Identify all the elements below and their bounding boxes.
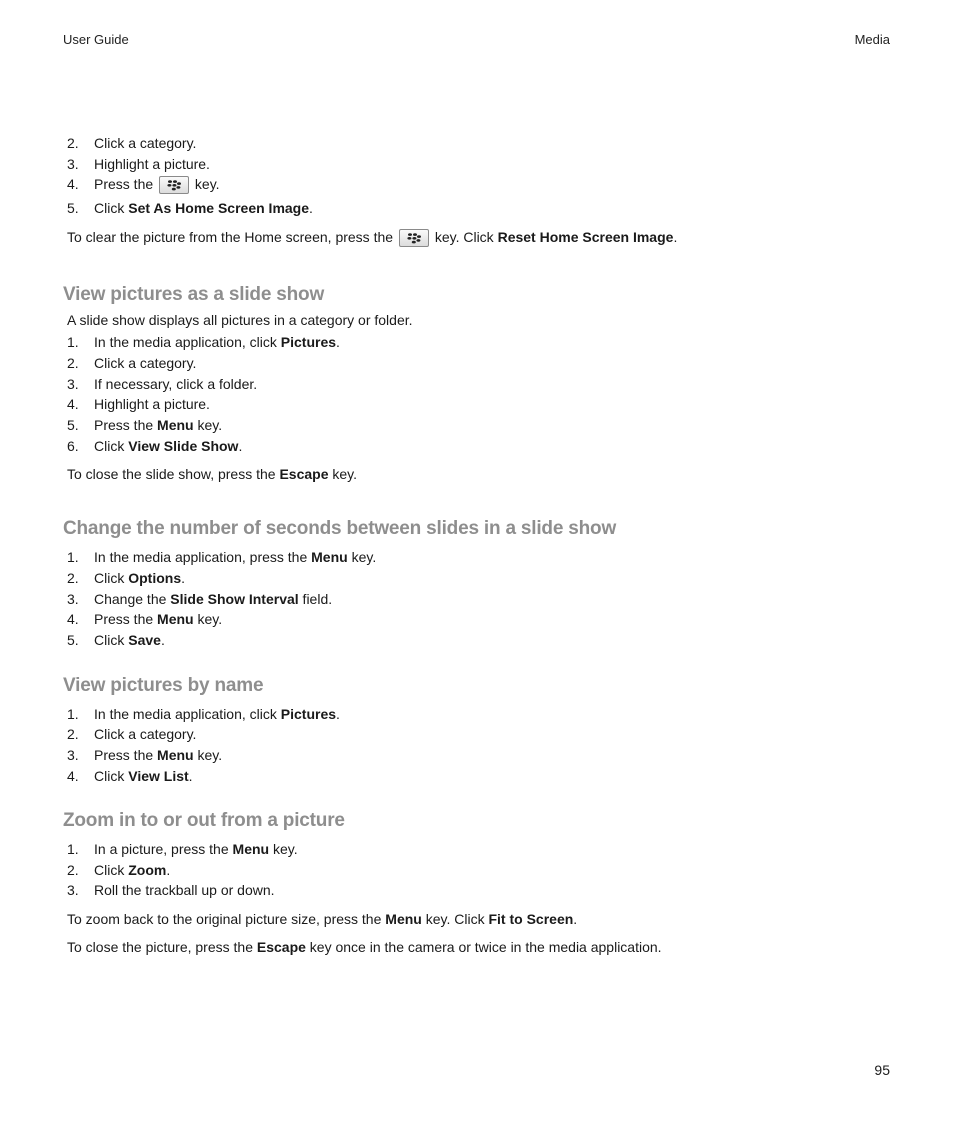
list-item: 1. In the media application, press the Menu key. xyxy=(67,549,377,565)
list-item: 3. Press the Menu key. xyxy=(67,747,223,763)
list-item: 4. Press the Menu key. xyxy=(67,611,223,627)
page-number: 95 xyxy=(874,1062,890,1078)
blackberry-menu-key-icon xyxy=(399,229,429,247)
list-item: 2. Click a category. xyxy=(67,726,197,742)
clear-home-screen-note: To clear the picture from the Home screen, press the key. Click Reset Home Screen Image. xyxy=(67,229,677,247)
zoom-close-note: To close the picture, press the Escape key once in the camera or twice in the media application. xyxy=(67,939,662,955)
running-header-left: User Guide xyxy=(63,32,129,47)
list-item: 6. Click View Slide Show. xyxy=(67,438,243,454)
zoom-reset-note: To zoom back to the original picture size, press the Menu key. Click Fit to Screen. xyxy=(67,911,578,927)
list-item: 3. Roll the trackball up or down. xyxy=(67,882,275,898)
list-item: 3. Highlight a picture. xyxy=(67,156,210,172)
blackberry-menu-key-icon xyxy=(159,176,189,194)
blackberry-logo-icon xyxy=(407,233,421,244)
list-item: 4. Click View List. xyxy=(67,768,193,784)
blackberry-logo-icon xyxy=(167,180,181,191)
list-item: 1. In the media application, click Pictures. xyxy=(67,706,340,722)
list-item: 3. If necessary, click a folder. xyxy=(67,376,258,392)
section-heading-slide-show: View pictures as a slide show xyxy=(63,284,325,305)
list-item: 4. Press the key. xyxy=(67,174,220,194)
list-item: 2. Click a category. xyxy=(67,355,197,371)
list-item: 4. Highlight a picture. xyxy=(67,396,210,412)
list-item: 2. Click a category. xyxy=(67,135,197,151)
section-heading-view-by-name: View pictures by name xyxy=(63,675,264,696)
list-item: 2. Click Options. xyxy=(67,570,186,586)
list-item: 5. Press the Menu key. xyxy=(67,417,223,433)
list-item: 5. Click Save. xyxy=(67,632,165,648)
list-item: 1. In the media application, click Pictures. xyxy=(67,334,340,350)
list-item: 1. In a picture, press the Menu key. xyxy=(67,841,298,857)
list-item: 3. Change the Slide Show Interval field. xyxy=(67,591,333,607)
list-item: 5. Click Set As Home Screen Image. xyxy=(67,200,313,216)
section-heading-zoom: Zoom in to or out from a picture xyxy=(63,810,345,831)
list-item: 2. Click Zoom. xyxy=(67,862,171,878)
slide-show-close-note: To close the slide show, press the Escape key. xyxy=(67,466,358,482)
slide-show-intro: A slide show displays all pictures in a category or folder. xyxy=(67,312,413,328)
section-heading-slide-interval: Change the number of seconds between slides in a slide show xyxy=(63,518,617,539)
running-header-right: Media xyxy=(854,32,890,47)
